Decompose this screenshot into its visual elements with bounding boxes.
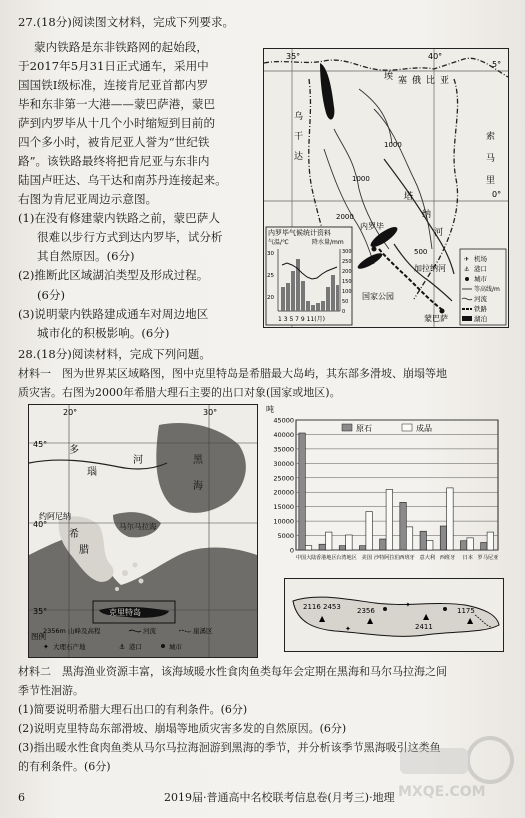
legend-item: 铁路 [474,305,487,313]
y-tick-label: 10000 [273,517,294,526]
q27-intro-line: 萨到内罗毕从十几个小时缩短到目前的 [18,116,216,130]
legend-item: 城市 [474,275,487,283]
lat-45-label: 45° [33,440,48,449]
city-mombasa-dot [440,309,445,314]
city-nairobi-dot [372,247,377,252]
legend-swatch-product [402,424,412,431]
rain-bar [281,287,285,311]
lat-35-label: 35° [33,607,48,616]
q28-material2-line: 季节性洄游。 [18,684,84,697]
y-unit-label: 吨 [266,405,274,414]
bar-raw [359,546,365,550]
climate-left-tick: 20 [267,295,274,301]
bar-product [366,512,372,550]
lon-20-label: 20° [63,408,78,417]
crete-inset-map [284,578,504,652]
x-tick-label: 日本 [462,555,473,561]
place-label: 蒙巴萨 [424,314,448,323]
watermark-text: MXQE.COM [398,784,486,800]
aegean-map [28,404,258,658]
q27-intro-line: 路”。该铁路最终将把肯尼亚与东非内 [18,154,210,168]
x-tick-label: 意大利 [419,555,436,561]
y-tick-label: 20000 [273,488,294,497]
place-label: 塞 [398,76,408,86]
bar-product [447,488,453,550]
city-icon [383,607,387,611]
kenya-map-legend [460,249,506,325]
bar-raw [319,544,325,550]
footer-title: 2019届·普通高中名校联考信息卷(月考三)·地理 [164,791,395,804]
climate-months: 1 3 5 7 9 11(月) [278,316,325,323]
place-label: 俄 [412,76,422,86]
export-bar-chart-svg [262,402,502,572]
island [139,579,144,584]
legend-item: 等高线/m [474,286,500,293]
legend-item: 河流 [474,295,487,303]
place-label: 索 [486,132,496,142]
q27-question-line: (2)推断此区域湖泊类型及形成过程。 [18,268,209,282]
rain-bar [316,303,320,311]
climate-right-tick: 200 [342,269,352,275]
climate-inset [266,227,352,325]
x-tick-label: 中国大陆 [295,555,317,561]
contour-label: 1000 [384,141,402,149]
x-tick-label: 美国 [361,555,372,561]
place-label: 里 [486,176,496,186]
y-tick-label: 35000 [273,445,294,454]
q27-header: 27.(18分)阅读图文材料，完成下列要求。 [18,15,235,29]
climate-title: 内罗毕气候统计资料 [268,229,331,237]
bar-product [426,540,432,550]
marble-icon: ✦ [405,601,411,609]
bar-raw [420,531,426,550]
map-label: 河 [133,455,143,466]
peak-label: 2116 [303,603,321,611]
climate-right-tick: 250 [342,259,352,265]
mountain-icon: ▲ [423,612,430,621]
legend-label-raw: 原石 [356,424,372,433]
rain-bar [306,301,310,311]
lat-40-label: 40° [33,520,48,529]
crete-inset-label: 克里特岛 [109,608,141,617]
city-icon [465,277,469,281]
legend-item: 港口 [129,643,142,651]
mountain-icon: ▲ [319,614,326,623]
q27-intro-line: 毕和东非第一大港——蒙巴萨港，蒙巴 [18,97,216,111]
lon-30-label: 30° [203,408,218,417]
place-label: 乌 [294,112,304,122]
rain-bar [286,283,290,311]
x-tick-label: 台湾地区 [336,555,357,561]
aegean-map-svg [29,405,257,657]
bar-product [386,489,392,550]
x-tick-label: 香港地区 [315,555,337,561]
q28-question-line: (1)简要说明希腊大理石出口的有利条件。(6分) [18,703,248,716]
y-tick-label: 30000 [273,459,294,468]
x-tick-label: 西班牙 [399,555,415,561]
legend-item: 机场 [474,255,487,263]
lake-turkana [320,63,334,120]
place-label: 埃 [384,72,394,82]
q27-intro-line: 陆国卢旺达、乌干达和南苏丹连接起来。 [18,173,227,187]
port-icon: ⚓ [119,643,126,651]
q27-intro-line: 国国铁Ⅰ级标准，连接肯尼亚首都内罗 [18,78,209,92]
city-icon [443,607,447,611]
y-tick-label: 5000 [277,532,294,541]
q27-question-line: 很难以步行方式到达内罗毕，试分析 [37,230,223,244]
watermark-block [400,748,468,774]
lake-icon [462,316,472,321]
place-label: 国家公园 [362,292,394,301]
rain-bar [291,271,295,311]
kenya-map [263,48,509,328]
contour-hills [359,89,392,144]
rain-bar [331,275,335,311]
lon-35-label: 35° [286,52,301,61]
bar-raw [400,502,406,550]
map-label: 海 [193,481,203,492]
legend-item: 城市 [169,643,182,651]
contour-label: 500 [414,248,428,256]
plot-frame [296,420,498,550]
q27-question-line: 其自然原因。(6分) [37,249,135,263]
climate-right-tick: 100 [342,289,352,295]
climate-right-tick: 300 [342,249,352,255]
map-label: 腊 [79,545,89,556]
q28-material1-line: 材料一 图为世界某区域略图，图中克里特岛是希腊最大岛屿，其东部多滑坡、崩塌等地 [18,367,447,380]
bar-product [406,527,412,550]
place-label: 塔 [404,192,414,202]
x-tick-label: 罗马尼亚 [477,555,499,561]
place-label: 内罗毕 [360,222,384,231]
city-icon [161,644,165,648]
bar-raw [299,433,305,550]
y-tick-label: 0 [289,546,294,555]
climate-right-tick: 50 [342,299,349,305]
legend-item: 湖泊 [474,315,487,323]
place-label: 干 [294,132,304,142]
crete-inset-svg [285,579,503,651]
port-icon: ⚓ [464,266,470,273]
peak-label: 2411 [415,623,433,631]
airport-icon: ✈ [464,256,470,263]
island [133,563,138,568]
y-tick-label: 25000 [273,474,294,483]
peak-label: 1175 [457,607,475,615]
contour-label: 1000 [352,175,370,183]
island [122,570,128,576]
watermark-logo [394,730,516,804]
marble-icon: ✦ [43,643,49,651]
place-label: 达 [294,152,304,162]
peak-label: 2356 [357,607,375,615]
peak-label: 2453 [323,603,341,611]
map-label: 瑙 [87,467,97,478]
x-tick-label: 沙特阿拉伯 [373,555,400,561]
legend-item: 河流 [143,627,156,635]
map-label: 多 [69,445,79,456]
q27-intro-line: 右图为肯尼亚周边示意图。 [18,192,158,206]
bar-raw [440,526,446,550]
q27-question-line: 城市化的积极影响。(6分) [37,326,170,340]
legend-item: 大理石产地 [53,643,86,651]
climate-right-tick: 0 [342,309,346,315]
place-label: 纳 [422,210,432,220]
bar-raw [339,546,345,550]
bar-raw [380,539,386,550]
q27-question-line: (1)在没有修建蒙内铁路之前，蒙巴萨人 [18,211,220,225]
y-tick-label: 40000 [273,430,294,439]
bar-raw [481,542,487,550]
place-label: 河 [434,228,444,238]
place-label: 亚 [440,76,450,86]
q28-question-line: (3)指出暖水性食肉鱼类从马尔马拉海洄游到黑海的季节，并分析该季节黑海吸引这类鱼 [18,741,441,754]
q27-question-line: (6分) [37,288,66,302]
map-label: 希 [69,529,79,540]
q27-intro-line: 于2017年5月31日正式通车，采用中 [18,59,209,73]
place-label: 马 [486,154,496,164]
legend-item: 崖溪区 [193,627,213,635]
climate-axis-left: 气温/℃ [268,239,289,246]
q28-header: 28.(18分)阅读材料，完成下列问题。 [18,347,211,361]
map-label: 约阿尼纳 [39,512,71,521]
place-label: 加拉纳河 [414,264,446,273]
y-tick-label: 15000 [273,503,294,512]
rain-bar [296,259,300,311]
legend-item: 港口 [474,265,487,273]
legend-label-product: 成品 [416,424,432,433]
mountain-icon: ▲ [467,616,474,625]
bar-product [325,532,331,550]
legend-title: 图例 [31,632,46,641]
legend-item: 2356m 山峰及高程 [43,627,101,635]
q28-question-line: (2)说明克里特岛东部滑坡、崩塌等地质灾害多发的自然原因。(6分) [18,722,347,735]
map-label: 马尔马拉海 [119,522,157,531]
lon-40-label: 40° [428,52,443,61]
marble-icon: ✦ [345,625,351,633]
rain-bar [301,281,305,311]
lat-0-label: 0° [492,190,502,199]
rain-bar [311,305,315,311]
place-label: 比 [426,76,436,86]
legend-swatch-raw [342,424,352,431]
x-tick-label: 西班牙 [439,555,456,561]
y-tick-label: 45000 [273,416,294,425]
climate-left-tick: 25 [267,273,274,279]
q27-intro-line: 蒙内铁路是东非铁路网的起始段， [34,40,208,54]
rain-bar [336,285,339,311]
bar-product [487,532,493,550]
bar-product [467,538,473,550]
climate-left-tick: 30 [267,251,274,257]
climate-right-tick: 150 [342,279,352,285]
bar-raw [460,541,466,550]
rain-bar [326,287,330,311]
page-number: 6 [18,791,25,804]
mountain-icon: ▲ [367,616,374,625]
q28-question-line: 的有利条件。(6分) [18,760,111,773]
map-label: 黑 [193,455,203,466]
lat-5-label: 5° [492,60,502,69]
kenya-map-svg [264,49,508,327]
watermark-svg [394,730,516,804]
q28-material2-line: 材料二 黑海渔业资源丰富，该海域暖水性食肉鱼类每年会定期在黑海和马尔马拉海之间 [18,665,447,678]
q28-material1-line: 质灾害。右图为2000年希腊大理石主要的出口对象(国家或地区)。 [18,386,341,399]
bar-product [346,535,352,550]
tana-river [384,159,454,274]
q27-intro-line: 四个多小时，被肯尼亚人誉为“世纪铁 [18,135,210,149]
climate-axis-right: 降水量/mm [312,239,344,246]
island [115,587,119,591]
contour-label: 2000 [336,213,354,221]
export-bar-chart [262,402,502,572]
rain-bar [321,301,325,311]
watermark-circle [468,738,512,782]
bar-product [305,546,311,550]
q27-question-line: (3)说明蒙内铁路建成通车对周边地区 [18,307,209,321]
